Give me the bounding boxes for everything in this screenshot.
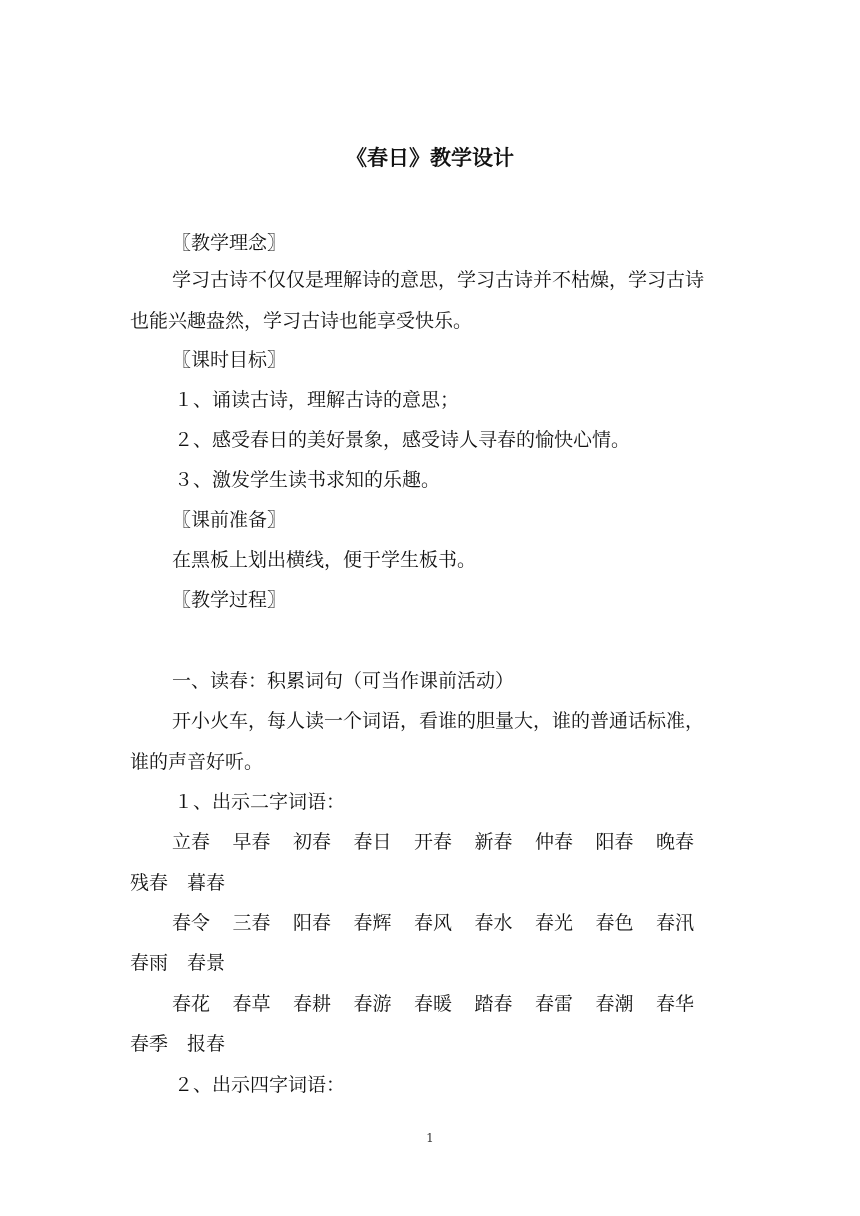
word-row-2 [172,909,792,937]
philosophy-heading: 〖教学理念〗 [172,232,287,254]
word: 春华 [656,993,695,1015]
word: 晚春 [656,831,695,853]
word: 立春 [172,831,211,853]
word: 春风 [414,912,453,934]
goal-1: １、诵读古诗，理解古诗的意思； [174,389,460,411]
word: 初春 [293,831,332,853]
step1-heading: 一、读春：积累词句（可当作课前活动） [172,670,515,692]
philosophy-line-1: 学习古诗不仅仅是理解诗的意思，学习古诗并不枯燥，学习古诗 [172,269,705,291]
word: 春耕 [293,993,332,1015]
word: 阳春 [293,912,332,934]
sub-heading-four-char-words: ２、出示四字词语： [174,1074,346,1096]
word: 三春 [232,912,271,934]
prep-text: 在黑板上划出横线，便于学生板书。 [172,549,477,571]
document-title: 《春日》教学设计 [346,146,514,170]
step1-line-1: 开小火车，每人读一个词语，看谁的胆量大，谁的普通话标准， [172,710,705,732]
page-number: 1 [426,1131,434,1145]
word: 新春 [474,831,513,853]
sub-heading-two-char-words: １、出示二字词语： [174,791,346,813]
word: 仲春 [535,831,574,853]
word-row-1-continued: 残春 暮春 [130,872,226,894]
word-row-1 [172,828,792,856]
word: 春日 [353,831,392,853]
word-row-3-continued: 春季 报春 [130,1033,226,1055]
goal-2: ２、感受春日的美好景象，感受诗人寻春的愉快心情。 [174,429,631,451]
word: 早春 [232,831,271,853]
step1-line-2: 谁的声音好听。 [130,751,264,773]
word: 阳春 [595,831,634,853]
word: 春令 [172,912,211,934]
word: 开春 [414,831,453,853]
word: 春水 [474,912,513,934]
philosophy-line-2: 也能兴趣盎然，学习古诗也能享受快乐。 [130,310,473,332]
prep-heading: 〖课前准备〗 [172,509,287,531]
word: 春雷 [535,993,574,1015]
word: 春潮 [595,993,634,1015]
goal-3: ３、激发学生读书求知的乐趣。 [174,469,441,491]
word: 春花 [172,993,211,1015]
word: 春汛 [656,912,695,934]
goals-heading: 〖课时目标〗 [172,349,287,371]
word-row-2-continued: 春雨 春景 [130,952,226,974]
word: 春色 [595,912,634,934]
word-row-3 [172,990,792,1018]
word: 春草 [232,993,271,1015]
word: 春光 [535,912,574,934]
word: 春辉 [353,912,392,934]
word: 春暖 [414,993,453,1015]
word: 春游 [353,993,392,1015]
word: 踏春 [474,993,513,1015]
process-heading: 〖教学过程〗 [172,589,287,611]
